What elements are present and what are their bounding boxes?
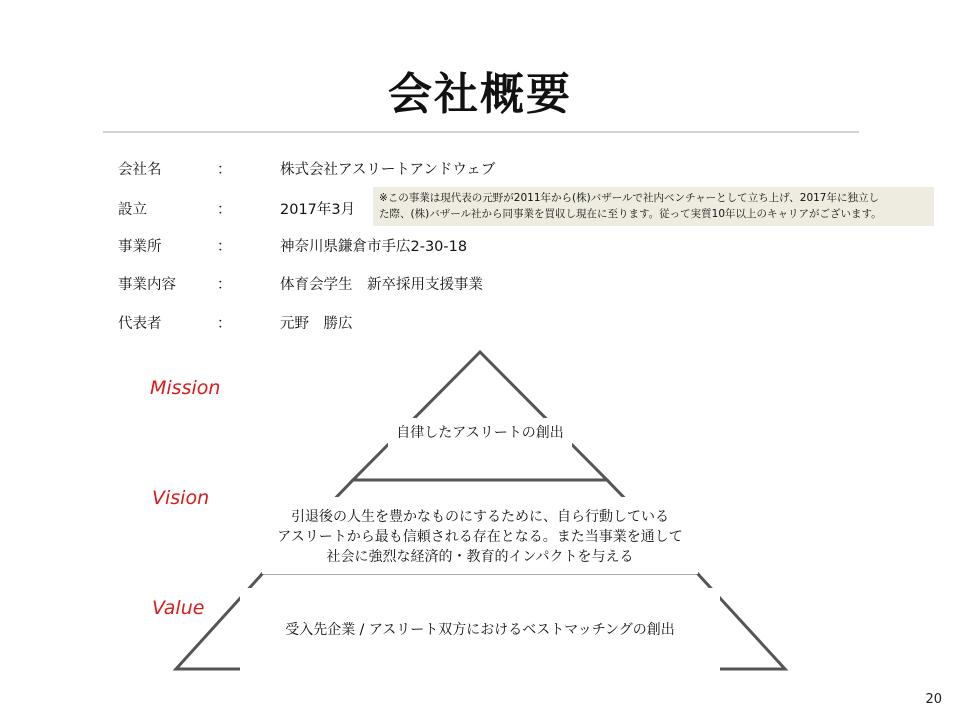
info-separator: ： <box>217 277 232 293</box>
info-label: 事業内容 <box>118 277 176 293</box>
slide-title: 会社概要 <box>388 69 572 120</box>
info-value: 神奈川県鎌倉市手広2-30-18 <box>280 239 468 255</box>
value-statement: 受入先企業 / アスリート双方におけるベストマッチングの創出 <box>285 622 675 638</box>
info-label: 代表者 <box>118 316 162 332</box>
vision-statement <box>230 507 730 567</box>
info-value: 元野 勝広 <box>280 316 353 332</box>
history-note-line: た際、(株)バザール社から同事業を買収し現在に至ります。従って実質10年以上のキャリアがございます。 <box>379 208 882 220</box>
info-label: 事業所 <box>118 239 162 255</box>
info-separator: ： <box>217 202 232 218</box>
history-note-line: ※この事業は現代表の元野が2011年から(株)バザールで社内ベンチャーとして立ち上げ、2017年に独立し <box>379 192 879 204</box>
info-separator: ： <box>217 162 232 178</box>
info-label: 会社名 <box>118 162 162 178</box>
info-value: 2017年3月 <box>280 202 356 218</box>
vision-label: Vision <box>152 487 210 509</box>
pyramid-mission-tier <box>353 352 607 480</box>
info-label: 設立 <box>118 202 147 218</box>
vision-line: 社会に強烈な経済的・教育的インパクトを与える <box>326 549 634 565</box>
page-number: 20 <box>925 692 942 707</box>
info-value: 株式会社アスリートアンドウェブ <box>280 162 496 178</box>
vision-line: アスリートから最も信頼される存在となる。また当事業を通して <box>277 529 683 545</box>
info-value: 体育会学生 新卒採用支援事業 <box>280 277 483 293</box>
vision-line: 引退後の人生を豊かなものにするために、自ら行動している <box>291 509 669 525</box>
info-separator: ： <box>217 316 232 332</box>
value-label: Value <box>152 597 205 619</box>
mission-label: Mission <box>150 377 221 399</box>
info-separator: ： <box>217 239 232 255</box>
mission-statement: 自律したアスリートの創出 <box>396 425 564 441</box>
